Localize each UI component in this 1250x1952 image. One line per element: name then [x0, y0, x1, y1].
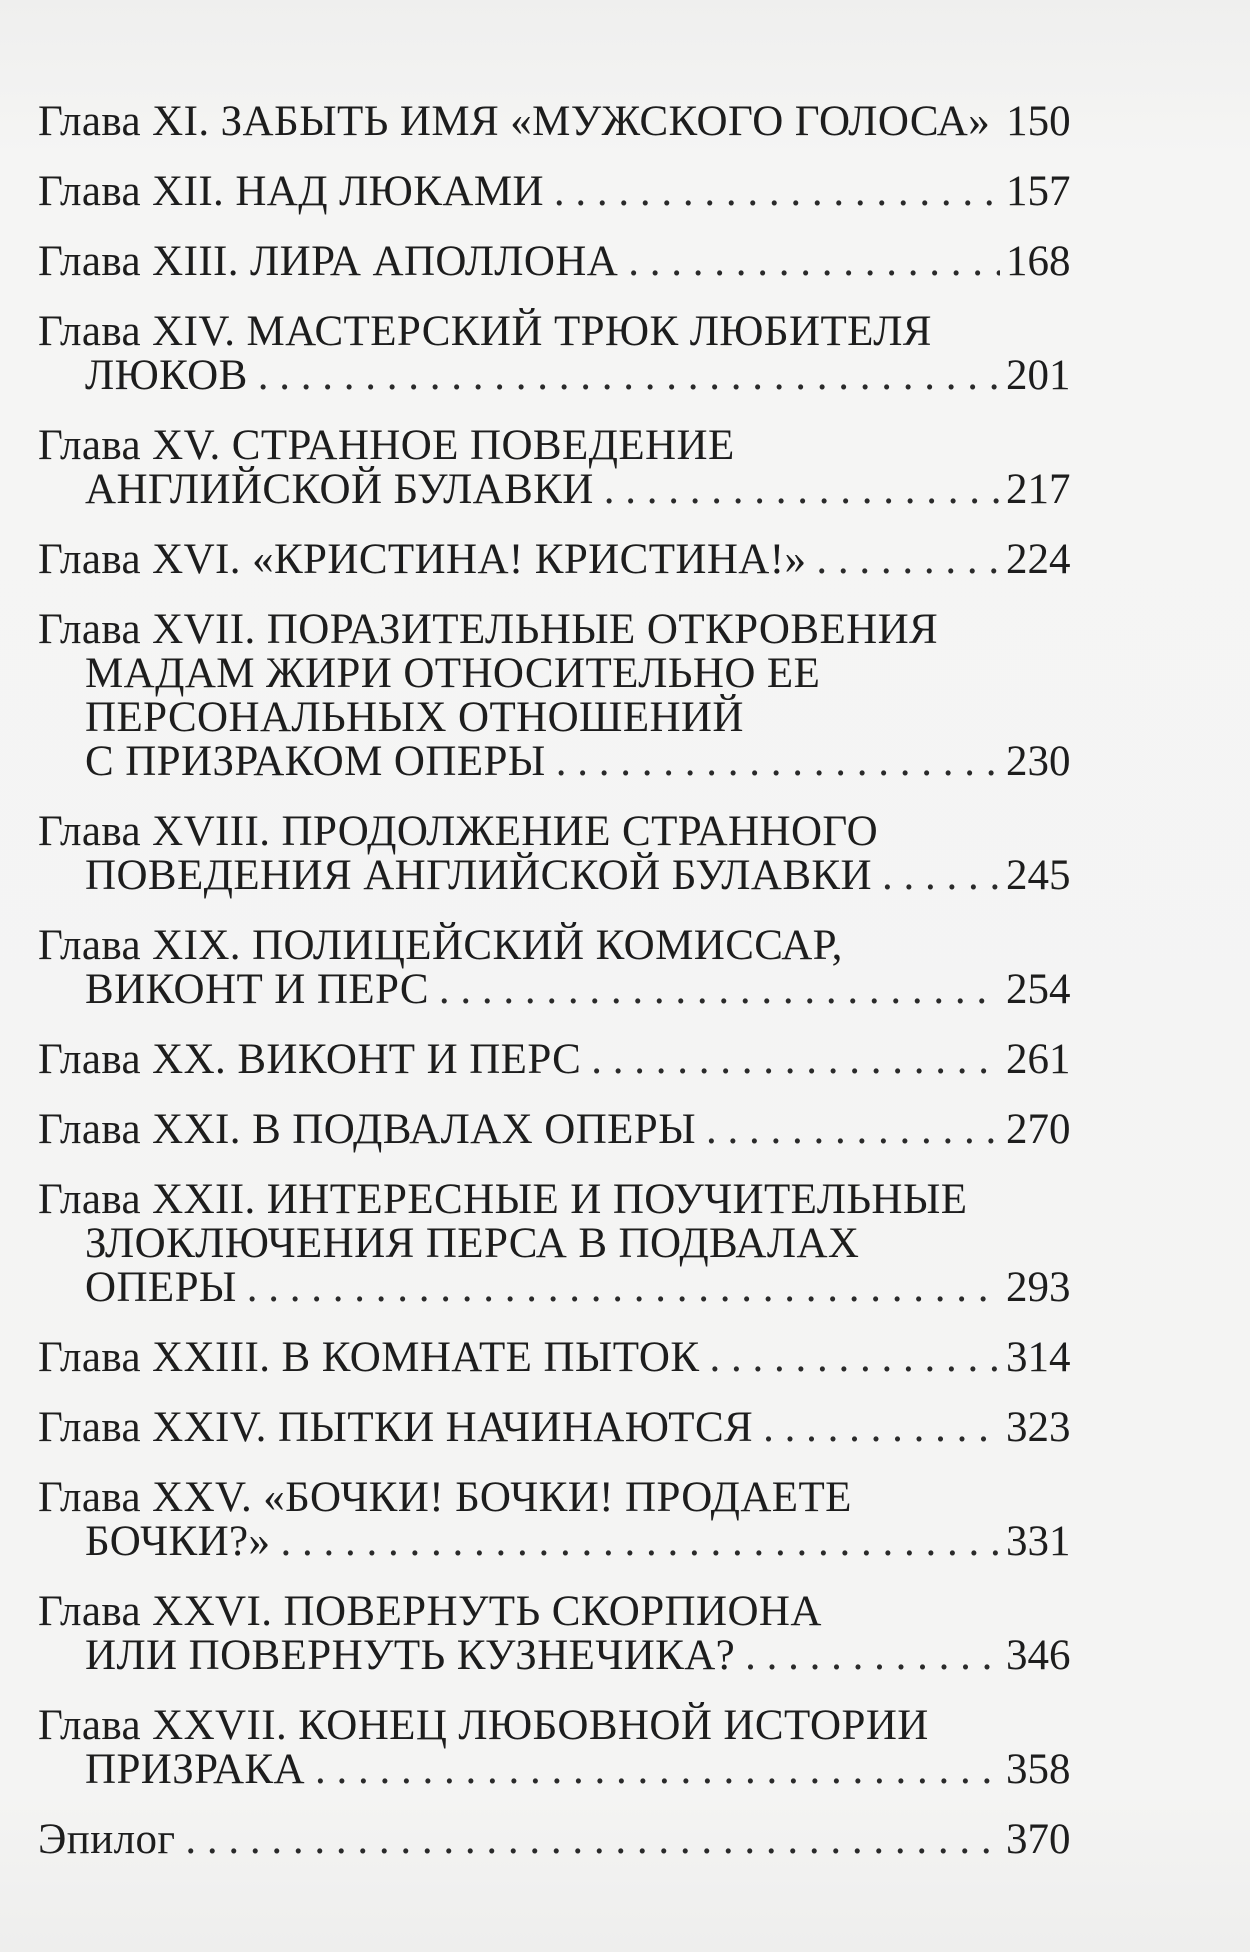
- toc-entry-line: [38, 98, 1071, 145]
- page-number: 261: [1006, 1036, 1071, 1083]
- toc-entry-line: [38, 1816, 1071, 1863]
- toc-entry: [38, 98, 1071, 145]
- page-number: 358: [1006, 1746, 1071, 1793]
- chapter-title: Глава XVII. ПОРАЗИТЕЛЬНЫЕ ОТКРОВЕНИЯ: [38, 606, 939, 653]
- toc-entry-line: [38, 168, 1071, 215]
- toc-entry: [38, 1036, 1071, 1083]
- toc-entry: [38, 606, 1071, 785]
- toc-entry-line: [38, 1036, 1071, 1083]
- dot-leader: [247, 1266, 1000, 1309]
- chapter-title-continuation: ПОВЕДЕНИЯ АНГЛИЙСКОЙ БУЛАВКИ: [85, 852, 872, 899]
- chapter-title-continuation: ПЕРСОНАЛЬНЫХ ОТНОШЕНИЙ: [85, 694, 744, 741]
- chapter-title-continuation: МАДАМ ЖИРИ ОТНОСИТЕЛЬНО ЕЕ: [85, 650, 821, 697]
- toc-entry-line: [38, 966, 1071, 1013]
- toc-entry-line: [38, 1334, 1071, 1381]
- chapter-title: Глава XI. ЗАБЫТЬ ИМЯ «МУЖСКОГО ГОЛОСА»: [38, 98, 991, 145]
- chapter-title-continuation: ВИКОНТ И ПЕРС: [85, 966, 429, 1013]
- page-number: 254: [1006, 966, 1071, 1013]
- chapter-title: Глава XXVI. ПОВЕРНУТЬ СКОРПИОНА: [38, 1588, 822, 1635]
- toc-entry-line: [38, 1222, 1068, 1266]
- toc-entry-line: [38, 310, 1068, 354]
- toc-entry-line: [38, 608, 1068, 652]
- toc-entry: [38, 1106, 1071, 1153]
- page-number: 201: [1006, 352, 1071, 399]
- toc-entry: [38, 1404, 1071, 1451]
- chapter-title-continuation: ИЛИ ПОВЕРНУТЬ КУЗНЕЧИКА?: [85, 1632, 736, 1679]
- toc-entry-line: [38, 1404, 1071, 1451]
- page-number: 314: [1006, 1334, 1071, 1381]
- chapter-title: Глава XII. НАД ЛЮКАМИ: [38, 168, 544, 215]
- page-number: 230: [1006, 738, 1071, 785]
- dot-leader: [709, 1336, 1000, 1379]
- toc-entry-line: [38, 424, 1068, 468]
- dot-leader: [706, 1108, 1000, 1151]
- page-number: 150: [1006, 98, 1071, 145]
- toc-entry-line: [38, 924, 1068, 968]
- chapter-title: Глава XX. ВИКОНТ И ПЕРС: [38, 1036, 582, 1083]
- toc-entry: [38, 1176, 1071, 1311]
- toc-entry: [38, 922, 1071, 1013]
- dot-leader: [763, 1406, 1000, 1449]
- page-number: 270: [1006, 1106, 1071, 1153]
- page-number: 217: [1006, 466, 1071, 513]
- dot-leader: [315, 1748, 1000, 1791]
- toc-entry-line: [38, 466, 1071, 513]
- dot-leader: [185, 1818, 1000, 1861]
- page-number: 331: [1006, 1518, 1071, 1565]
- dot-leader: [556, 740, 1000, 783]
- page-number: 293: [1006, 1264, 1071, 1311]
- chapter-title-continuation: АНГЛИЙСКОЙ БУЛАВКИ: [85, 466, 594, 513]
- toc-entry-line: [38, 1632, 1071, 1679]
- dot-leader: [554, 170, 1000, 213]
- page-number: 157: [1006, 168, 1071, 215]
- chapter-title-continuation: ЛЮКОВ: [85, 352, 248, 399]
- toc-entry-line: [38, 238, 1071, 285]
- toc-entry-line: [38, 352, 1071, 399]
- toc-entry: [38, 1702, 1071, 1793]
- dot-leader: [628, 240, 1000, 283]
- page-number: 168: [1006, 238, 1071, 285]
- toc-entry-line: [38, 1476, 1068, 1520]
- chapter-title: Глава XIX. ПОЛИЦЕЙСКИЙ КОМИССАР,: [38, 922, 843, 969]
- toc-entry-line: [38, 652, 1068, 696]
- toc-entry: [38, 308, 1071, 399]
- chapter-title: Глава XXV. «БОЧКИ! БОЧКИ! ПРОДАЕТЕ: [38, 1474, 852, 1521]
- toc-entry-line: [38, 738, 1071, 785]
- toc-entry-line: [38, 852, 1071, 899]
- chapter-title: Глава XVI. «КРИСТИНА! КРИСТИНА!»: [38, 536, 807, 583]
- toc-entry: [38, 536, 1071, 583]
- chapter-title: Глава XXIII. В КОМНАТЕ ПЫТОК: [38, 1334, 700, 1381]
- dot-leader: [258, 354, 1000, 397]
- toc-entry: [38, 168, 1071, 215]
- toc-entry: [38, 1588, 1071, 1679]
- toc-entry-line: [38, 1704, 1068, 1748]
- table-of-contents: [38, 98, 1071, 1888]
- chapter-title: Глава XXI. В ПОДВАЛАХ ОПЕРЫ: [38, 1106, 697, 1153]
- dot-leader: [591, 1038, 1000, 1081]
- chapter-title: Глава XVIII. ПРОДОЛЖЕНИЕ СТРАННОГО: [38, 808, 879, 855]
- toc-entry-line: [38, 696, 1068, 740]
- chapter-title: Глава XXVII. КОНЕЦ ЛЮБОВНОЙ ИСТОРИИ: [38, 1702, 929, 1749]
- page-number: 370: [1006, 1816, 1071, 1863]
- chapter-title: Глава XIV. МАСТЕРСКИЙ ТРЮК ЛЮБИТЕЛЯ: [38, 308, 932, 355]
- toc-entry: [38, 1334, 1071, 1381]
- chapter-title: Глава XXIV. ПЫТКИ НАЧИНАЮТСЯ: [38, 1404, 754, 1451]
- chapter-title-continuation: С ПРИЗРАКОМ ОПЕРЫ: [85, 738, 546, 785]
- toc-entry: [38, 1816, 1071, 1863]
- chapter-title: Эпилог: [38, 1816, 176, 1863]
- chapter-title-continuation: ОПЕРЫ: [85, 1264, 237, 1311]
- toc-entry: [38, 1474, 1071, 1565]
- chapter-title-continuation: ЗЛОКЛЮЧЕНИЯ ПЕРСА В ПОДВАЛАХ: [85, 1220, 860, 1267]
- dot-leader: [816, 538, 1000, 581]
- toc-entry-line: [38, 1518, 1071, 1565]
- chapter-title: Глава XIII. ЛИРА АПОЛЛОНА: [38, 238, 619, 285]
- toc-entry-line: [38, 536, 1071, 583]
- dot-leader: [882, 854, 1000, 897]
- dot-leader: [745, 1634, 1000, 1677]
- toc-entry-line: [38, 1264, 1071, 1311]
- page-number: 346: [1006, 1632, 1071, 1679]
- page-number: 224: [1006, 536, 1071, 583]
- toc-entry: [38, 808, 1071, 899]
- toc-entry-line: [38, 1590, 1068, 1634]
- dot-leader: [604, 468, 1000, 511]
- toc-entry: [38, 238, 1071, 285]
- toc-entry-line: [38, 1178, 1068, 1222]
- toc-entry-line: [38, 810, 1068, 854]
- dot-leader: [439, 968, 1000, 1011]
- chapter-title: Глава XXII. ИНТЕРЕСНЫЕ И ПОУЧИТЕЛЬНЫЕ: [38, 1176, 968, 1223]
- page-number: 323: [1006, 1404, 1071, 1451]
- dot-leader: [280, 1520, 1000, 1563]
- chapter-title-continuation: БОЧКИ?»: [85, 1518, 271, 1565]
- toc-entry-line: [38, 1106, 1071, 1153]
- toc-entry-line: [38, 1746, 1071, 1793]
- toc-entry: [38, 422, 1071, 513]
- chapter-title-continuation: ПРИЗРАКА: [85, 1746, 305, 1793]
- page-number: 245: [1006, 852, 1071, 899]
- chapter-title: Глава XV. СТРАННОЕ ПОВЕДЕНИЕ: [38, 422, 735, 469]
